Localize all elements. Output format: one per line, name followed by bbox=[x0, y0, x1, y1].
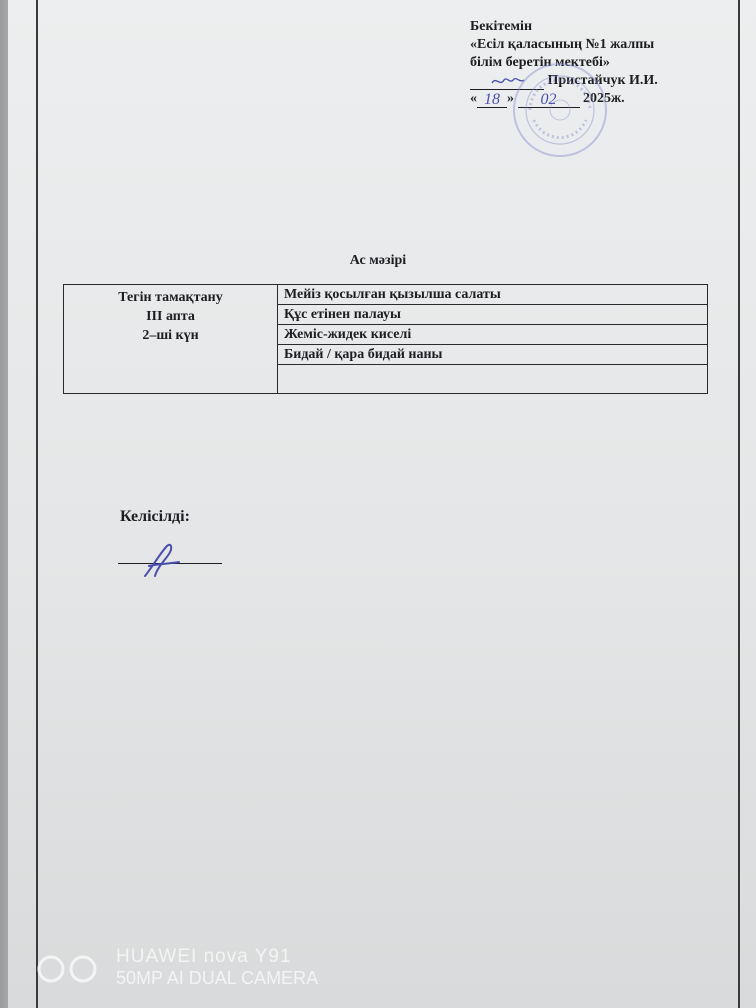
dual-camera-logo-icon bbox=[36, 954, 102, 984]
menu-category-line3: 2–ші күн bbox=[142, 328, 199, 343]
menu-title: Ас мәзірі bbox=[349, 253, 407, 268]
camera-spec: 50MP AI DUAL CAMERA bbox=[116, 968, 319, 988]
date-close-quote: » bbox=[507, 91, 514, 106]
menu-category-line1: Тегін тамақтану bbox=[118, 290, 223, 305]
approval-heading: Бекітемін bbox=[470, 19, 533, 34]
approval-day: 18 bbox=[477, 91, 507, 108]
approval-month: 02 bbox=[518, 91, 580, 108]
date-open-quote: « bbox=[470, 91, 477, 106]
document-page bbox=[8, 0, 756, 1008]
school-stamp-icon bbox=[510, 60, 610, 160]
approval-year: 2025ж. bbox=[583, 91, 625, 106]
page-border-left bbox=[36, 0, 38, 1008]
agreed-label: Келісілді: bbox=[120, 508, 190, 525]
menu-category-line2: III апта bbox=[146, 309, 195, 324]
approval-org-line2: білім беретін мектебі» bbox=[470, 55, 610, 70]
menu-item: Бидай / қара бидай наны bbox=[278, 345, 707, 365]
camera-brand: HUAWEI nova Y91 bbox=[116, 946, 292, 967]
approval-org-line1: «Есіл қаласының №1 жалпы bbox=[470, 37, 655, 52]
menu-table bbox=[63, 284, 708, 394]
approval-signer: Пристайчук И.И. bbox=[547, 73, 658, 88]
agreed-signature-icon bbox=[135, 540, 185, 580]
menu-category-cell bbox=[64, 285, 278, 393]
menu-item: Жеміс-жидек киселі bbox=[278, 325, 707, 345]
menu-item: Мейіз қосылған қызылша салаты bbox=[278, 285, 707, 305]
menu-item: Құс етінен палауы bbox=[278, 305, 707, 325]
menu-item-empty bbox=[278, 365, 707, 393]
page-border-right bbox=[738, 0, 740, 1008]
